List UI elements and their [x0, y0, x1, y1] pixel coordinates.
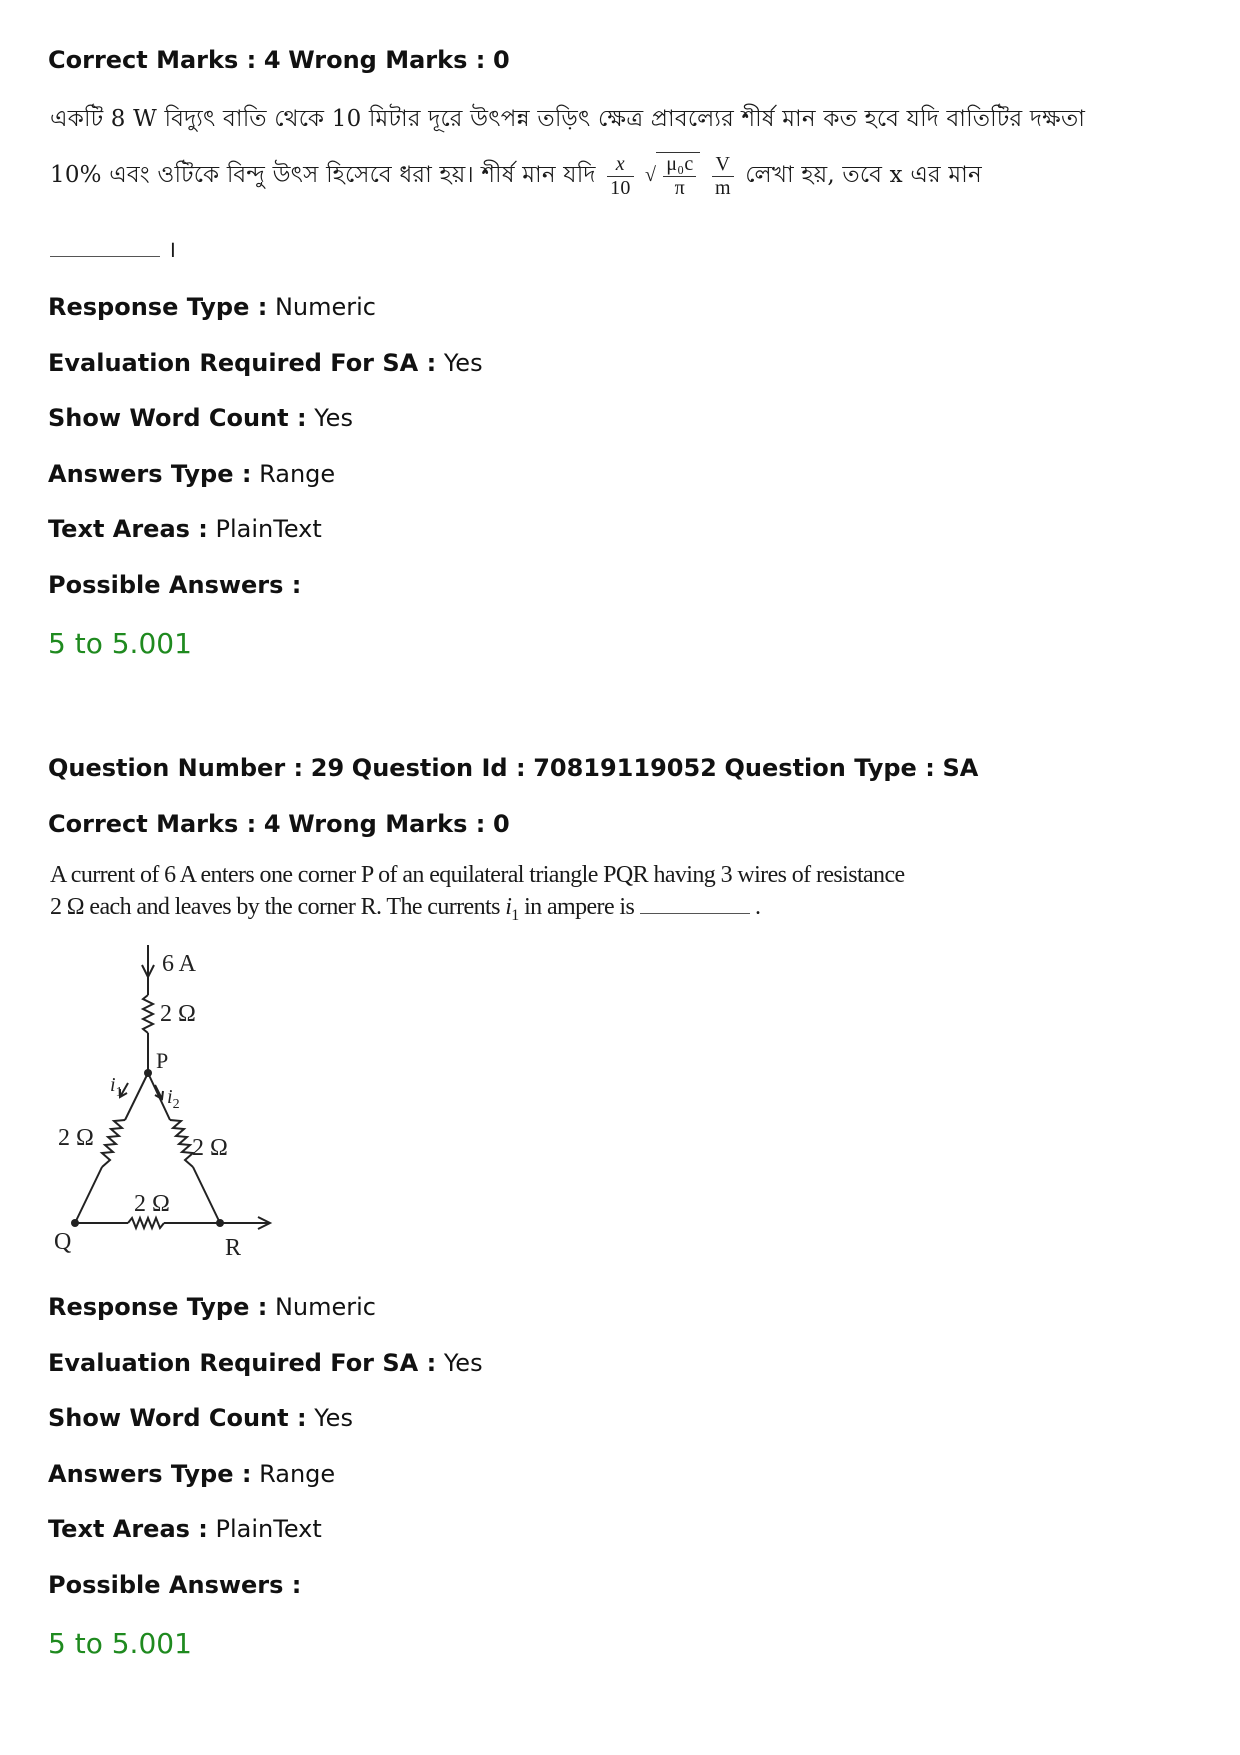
q29-text-end: .	[755, 894, 761, 920]
resistor-bottom	[128, 1218, 164, 1228]
label-node-p: P	[156, 1048, 169, 1073]
q28-text-part-b: লেখা হয়, তবে x এর মান	[745, 162, 982, 188]
correct-marks-value: 4	[263, 46, 281, 74]
q29-question-line-2	[50, 894, 760, 925]
label-r-bottom: 2 Ω	[134, 1191, 170, 1217]
field-label: Response Type :	[48, 1293, 268, 1321]
question-type-label: Question Type :	[724, 754, 935, 782]
field-label: Answers Type :	[48, 1460, 252, 1488]
q28-question-line-2	[50, 152, 982, 200]
q28-marks-line	[48, 46, 510, 74]
answer-blank	[50, 256, 160, 257]
question-number-value: 29	[310, 754, 345, 782]
label-node-r: R	[225, 1235, 242, 1261]
label-current-in: 6 A	[162, 951, 197, 977]
wrong-marks-value: 0	[492, 46, 510, 74]
current-subscript: 1	[511, 906, 519, 924]
correct-marks-value: 4	[263, 810, 281, 838]
field-label: Answers Type :	[48, 460, 252, 488]
resistor-right	[170, 1120, 193, 1167]
field-value: Numeric	[274, 293, 376, 321]
label-r-right: 2 Ω	[192, 1135, 228, 1161]
q29-marks-line	[48, 810, 510, 838]
wire-left-q	[75, 1167, 102, 1223]
correct-marks-label: Correct Marks :	[48, 46, 257, 74]
fraction-denominator: 10	[610, 176, 631, 199]
q29-text-part-b: in ampere is	[524, 894, 635, 920]
current-variable: i	[505, 894, 512, 920]
field-value: Range	[259, 460, 336, 488]
wrong-marks-label: Wrong Marks :	[288, 810, 486, 838]
q28-field-response-type	[48, 293, 376, 321]
label-node-q: Q	[54, 1229, 72, 1255]
question-number-label: Question Number :	[48, 754, 304, 782]
field-value: PlainText	[215, 1515, 322, 1543]
label-i2: $i_2$	[167, 1086, 180, 1112]
q29-field-show-word-count	[48, 1404, 353, 1432]
node-q-dot	[71, 1219, 79, 1227]
correct-marks-label: Correct Marks :	[48, 810, 257, 838]
field-label: Possible Answers :	[48, 571, 302, 599]
field-value: Yes	[314, 1404, 353, 1432]
answer-blank	[640, 913, 750, 914]
wrong-marks-value: 0	[492, 810, 510, 838]
q28-field-evaluation-required	[48, 349, 483, 377]
q29-field-evaluation-required	[48, 1349, 483, 1377]
q29-field-possible-answers	[48, 1571, 301, 1599]
fraction-denominator: π	[674, 177, 685, 199]
field-value: PlainText	[215, 515, 322, 543]
label-i1: $i_1$	[110, 1074, 123, 1100]
field-value: Range	[259, 1460, 336, 1488]
field-label: Show Word Count :	[48, 404, 307, 432]
field-label: Text Areas :	[48, 1515, 208, 1543]
fraction-mu0c-over-pi	[663, 153, 696, 200]
fraction-denominator: m	[714, 176, 731, 199]
q29-field-answers-type	[48, 1460, 335, 1488]
field-value: Yes	[443, 1349, 483, 1377]
question-id-label: Question Id :	[351, 754, 526, 782]
field-value: Numeric	[274, 1293, 376, 1321]
resistor-top	[143, 995, 153, 1033]
resistor-left	[102, 1120, 125, 1167]
fraction-numerator: V	[712, 153, 734, 177]
q29-possible-answer: 5 to 5.001	[48, 1627, 192, 1660]
q29-field-response-type	[48, 1293, 376, 1321]
node-p-dot	[144, 1069, 152, 1077]
q28-question-line-1: একটি 8 W বিদ্যুৎ বাতি থেকে 10 মিটার দূরে উৎপন্ন তড়িৎ ক্ষেত্র প্রাবল্যের শীর্ষ মান কত হবে যদি বাতিটির দক্ষতা	[50, 106, 1086, 132]
field-label: Evaluation Required For SA :	[48, 1349, 437, 1377]
label-r-top: 2 Ω	[160, 1001, 196, 1027]
q28-question-line-3	[50, 232, 176, 264]
q28-text-end: ।	[167, 237, 177, 263]
field-value: Yes	[314, 404, 353, 432]
q28-text-part-a: 10% এবং ওটিকে বিন্দু উৎস হিসেবে ধরা হয়। শীর্ষ মান যদি	[50, 162, 596, 188]
q29-field-text-areas	[48, 1515, 322, 1543]
fraction-numerator: μ₀c	[663, 153, 696, 177]
wrong-marks-label: Wrong Marks :	[288, 46, 486, 74]
question-id-value: 70819119052	[533, 754, 717, 782]
fraction-x-over-10	[607, 153, 633, 200]
field-label: Evaluation Required For SA :	[48, 349, 437, 377]
q29-text-part-a: 2 Ω each and leaves by the corner R. The currents	[50, 894, 500, 920]
label-r-left: 2 Ω	[58, 1125, 94, 1151]
q28-possible-answer: 5 to 5.001	[48, 627, 192, 660]
question-type-value: SA	[942, 754, 979, 782]
field-label: Text Areas :	[48, 515, 208, 543]
field-value: Yes	[443, 349, 483, 377]
circuit-diagram	[40, 935, 290, 1275]
wire-right-r	[193, 1167, 220, 1223]
fraction-v-over-m	[712, 153, 734, 200]
field-label: Possible Answers :	[48, 1571, 302, 1599]
wire-p-left	[125, 1073, 148, 1120]
fraction-numerator: x	[607, 153, 633, 177]
q28-field-possible-answers	[48, 571, 301, 599]
q28-field-text-areas	[48, 515, 322, 543]
field-label: Show Word Count :	[48, 1404, 307, 1432]
field-label: Response Type :	[48, 293, 268, 321]
q29-question-line-1: A current of 6 A enters one corner P of an equilateral triangle PQR having 3 wires of resistance	[50, 862, 905, 888]
node-r-dot	[216, 1219, 224, 1227]
q28-field-show-word-count	[48, 404, 353, 432]
square-root: √ $\frac{\text{μ₀c}}{\pi}$	[645, 152, 700, 200]
q29-header-line	[48, 754, 978, 782]
q28-field-answers-type	[48, 460, 335, 488]
